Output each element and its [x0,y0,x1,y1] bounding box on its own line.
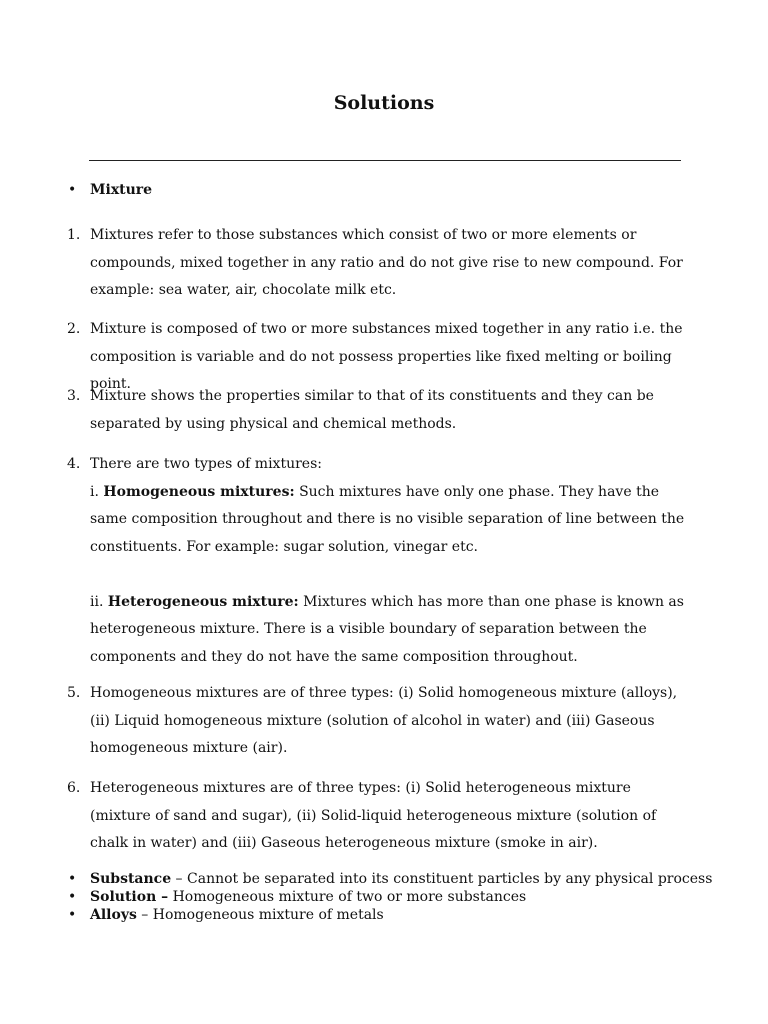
item-text: Mixture shows the properties similar to that of its constituents and they can be separated by using physical and chemical methods. [90,388,654,432]
list-item-3 [67,383,690,438]
item-text: Homogeneous mixtures are of three types: (i) Solid homogeneous mixture (alloys), (ii) Liquid homogeneous mixture (solution of alcohol in water) and (iii) Gaseous homogeneous mixture (air). [90,685,678,756]
item-number: 6. [67,780,81,796]
item-text: Mixture is composed of two or more substances mixed together in any ratio i.e. the composition is variable and do not possess properties like fixed melting or boiling point. [90,321,683,392]
item-number: 1. [67,227,81,243]
section-heading-text: Mixture [90,182,153,198]
title-divider [89,160,681,161]
item-number: 2. [67,321,81,337]
item-intro: There are two types of mixtures: [90,456,322,472]
list-item-5 [67,680,690,763]
item-text: Mixtures refer to those substances which consist of two or more elements or compounds, mixed together in any ratio and do not give rise to new compound. For example: sea water, air, chocolate milk etc. [90,227,683,298]
mixture-type-heterogeneous: ii. Heterogeneous mixture: Mixtures which has more than one phase is known as heterogeneous mixture. There is a visible boundary of separation between the components and they do not have the same composition throughout. [90,593,684,665]
page-title: Solutions [333,92,435,114]
term-homogeneous: Homogeneous mixtures: [103,483,295,500]
definition-substance: • Substance – Cannot be separated into its constituent particles by any physical process [68,871,713,887]
list-item-1 [67,222,690,305]
bullet-icon: • [68,907,77,923]
term-heterogeneous: Heterogeneous mixture: [107,593,299,610]
list-item-4 [67,451,690,671]
definition-list [68,870,713,924]
definition-alloys: • Alloys – Homogeneous mixture of metals [68,907,384,923]
item-text: Heterogeneous mixtures are of three types: (i) Solid heterogeneous mixture (mixture of sand and sugar), (ii) Solid-liquid heterogeneous mixture (solution of chalk in water) and (iii) Gaseous heterogeneous mixture (smoke in air). [90,780,657,851]
item-number: 3. [67,388,81,404]
bullet-icon: • [68,889,77,905]
section-heading [68,182,153,198]
bullet-icon: • [68,182,77,198]
item-number: 5. [67,685,81,701]
item-number: 4. [67,456,81,472]
bullet-icon: • [68,871,77,887]
definition-solution: • Solution – Homogeneous mixture of two or more substances [68,889,527,905]
list-item-6 [67,775,690,858]
mixture-type-homogeneous: i. Homogeneous mixtures: Such mixtures have only one phase. They have the same composition throughout and there is no visible separation of line between the constituents. For example: sugar solution, vinegar etc. [90,483,685,555]
